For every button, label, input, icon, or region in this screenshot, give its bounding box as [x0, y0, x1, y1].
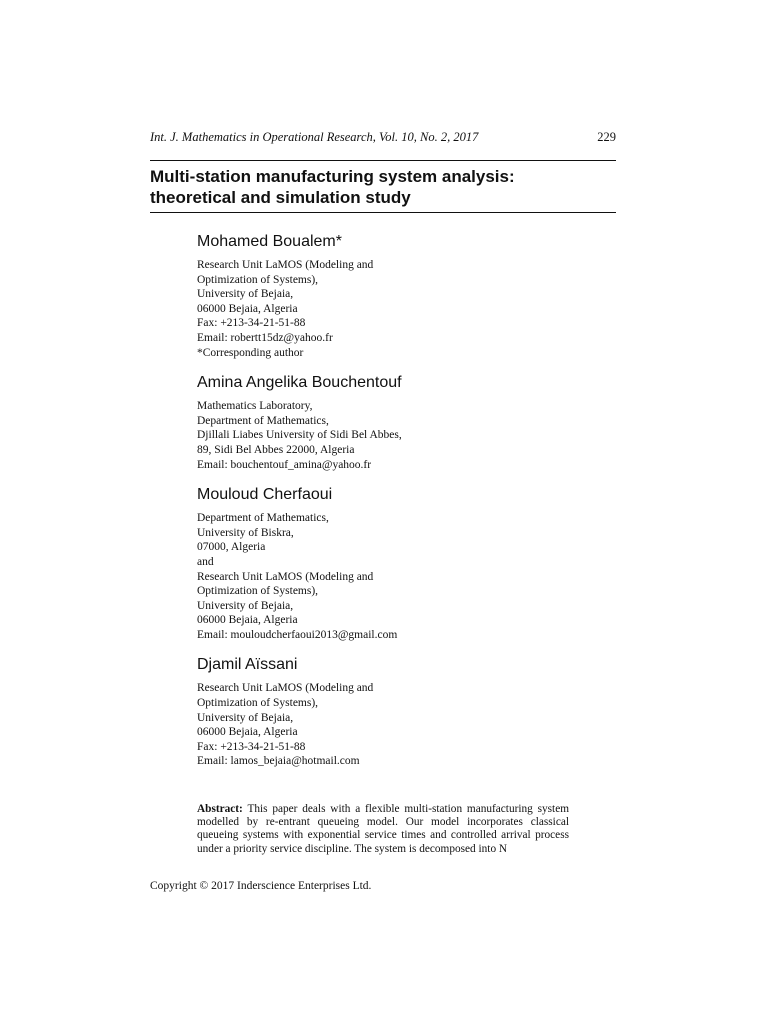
title-block [150, 160, 616, 213]
affiliation-line: Department of Mathematics, [197, 414, 329, 427]
author-name: Mohamed Boualem* [197, 233, 342, 250]
paper-title-line-1: Multi-station manufacturing system analysis: [150, 167, 515, 186]
affiliation-line: Research Unit LaMOS (Modeling and [197, 570, 374, 583]
affiliation-line: Optimization of Systems), [197, 697, 319, 710]
abstract-text: This paper deals with a flexible multi-station manufacturing system modelled by re-entrant queueing model. Our model incorporates classical queueing systems with exponential service times and controlled arrival process under a priority service discipline. The system is decomposed into N [197, 803, 569, 855]
author-block [197, 485, 616, 642]
journal-reference: Int. J. Mathematics in Operational Research, Vol. 10, No. 2, 2017 [150, 130, 479, 144]
affiliation-line: Department of Mathematics, [197, 512, 329, 525]
email-line: Email: robertt15dz@yahoo.fr [197, 331, 333, 344]
affiliation-line: and [197, 555, 214, 568]
affiliation-line: Research Unit LaMOS (Modeling and [197, 682, 374, 695]
affiliation-line: 06000 Bejaia, Algeria [197, 614, 298, 627]
corresponding-author-note: *Corresponding author [197, 346, 304, 359]
affiliation-line: Optimization of Systems), [197, 585, 319, 598]
fax-line: Fax: +213-34-21-51-88 [197, 317, 306, 330]
affiliation-line: Djillali Liabes University of Sidi Bel Abbes, [197, 429, 402, 442]
affiliation-line: Optimization of Systems), [197, 273, 319, 286]
affiliation-line: 07000, Algeria [197, 541, 266, 554]
paper-title [150, 166, 616, 208]
affiliation-line: University of Bejaia, [197, 599, 294, 612]
running-head [150, 130, 616, 145]
abstract-label: Abstract: [197, 803, 243, 815]
copyright-notice: Copyright © 2017 Inderscience Enterprises Ltd. [150, 880, 372, 892]
author-block [197, 373, 616, 472]
affiliation-line: Research Unit LaMOS (Modeling and [197, 259, 374, 271]
affiliation-line: University of Biskra, [197, 526, 294, 539]
email-line: Email: lamos_bejaia@hotmail.com [197, 755, 360, 768]
abstract [197, 803, 569, 856]
page-number: 229 [597, 130, 616, 144]
fax-line: Fax: +213-34-21-51-88 [197, 740, 306, 753]
affiliation-line: 89, Sidi Bel Abbes 22000, Algeria [197, 443, 355, 456]
author-name: Amina Angelika Bouchentouf [197, 374, 402, 392]
affiliation-line: University of Bejaia, [197, 711, 294, 724]
email-line: Email: mouloudcherfaoui2013@gmail.com [197, 628, 398, 641]
affiliation-line: 06000 Bejaia, Algeria [197, 726, 298, 739]
author-name: Mouloud Cherfaoui [197, 486, 333, 504]
paper-title-line-2: theoretical and simulation study [150, 188, 411, 207]
affiliation-line: Mathematics Laboratory, [197, 400, 313, 413]
author-block [197, 232, 616, 360]
affiliation-line: 06000 Bejaia, Algeria [197, 302, 298, 315]
author-name: Djamil Aïssani [197, 656, 298, 674]
author-block [197, 655, 616, 769]
author-list [197, 232, 616, 782]
affiliation-line: University of Bejaia, [197, 288, 294, 301]
email-line: Email: bouchentouf_amina@yahoo.fr [197, 458, 372, 471]
